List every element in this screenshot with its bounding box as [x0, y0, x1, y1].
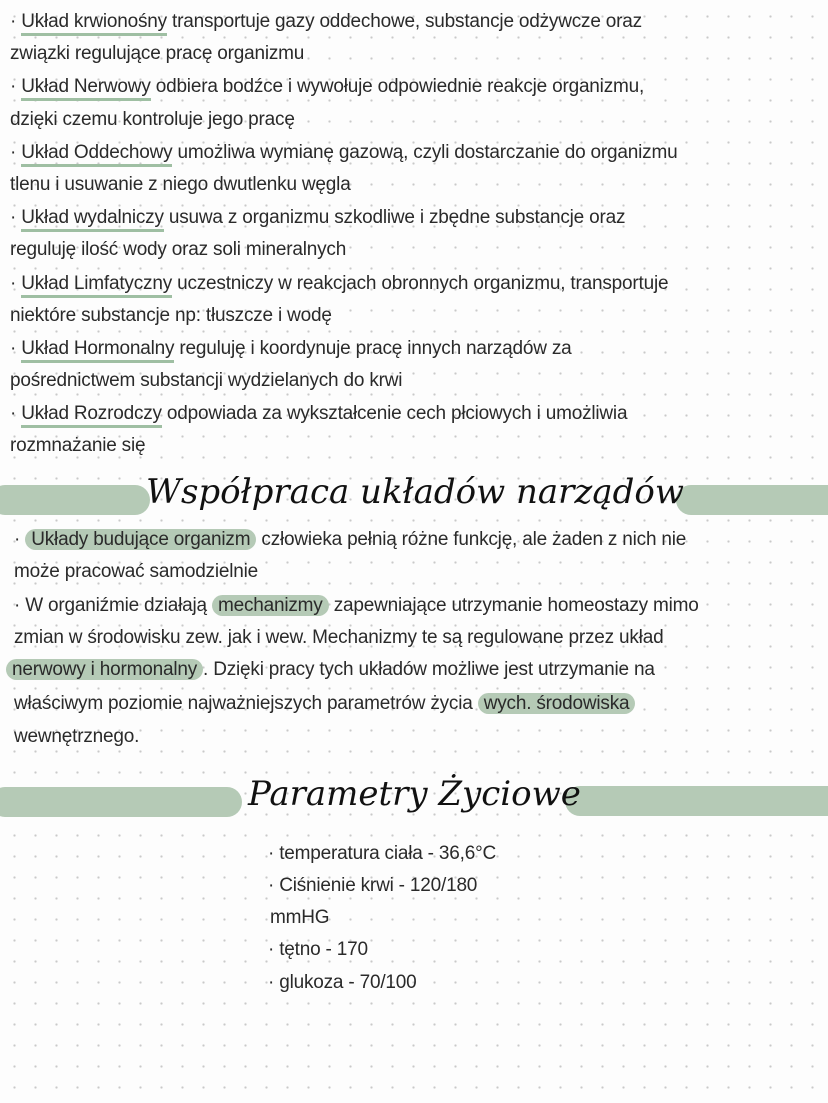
- highlight: Układy budujące organizm: [25, 529, 256, 550]
- system-desc: odpowiada za wykształcenie cech płciowych i umożliwia: [161, 403, 628, 424]
- bullet: ·: [10, 273, 17, 294]
- system-item: [10, 139, 677, 167]
- parameter-item: · glukoza - 70/100: [268, 972, 417, 993]
- system-item: [10, 204, 625, 232]
- system-desc: uczestniczy w reakcjach obronnych organizmu, transportuje: [172, 273, 669, 294]
- system-desc: reguluję i koordynuje pracę innych narządów za: [174, 338, 572, 359]
- system-desc-cont: reguluję ilość wody oraz soli mineralnych: [10, 239, 347, 260]
- bullet: ·: [14, 595, 21, 616]
- paragraph-cont: [6, 656, 655, 684]
- system-item: [10, 400, 627, 428]
- system-term: Układ Nerwowy: [21, 76, 150, 101]
- section-title: Parametry Życiowe: [248, 774, 581, 814]
- system-desc-cont: rozmnażanie się: [10, 435, 146, 456]
- system-desc-cont: dzięki czemu kontroluje jego pracę: [10, 109, 295, 130]
- bullet: ·: [10, 11, 17, 32]
- system-desc-cont: tlenu i usuwanie z niego dwutlenku węgla: [10, 174, 351, 195]
- system-desc-cont: niektóre substancje np: tłuszcze i wodę: [10, 305, 332, 326]
- system-item: [10, 73, 644, 101]
- parameter-item: · temperatura ciała - 36,6°C: [268, 843, 496, 864]
- system-term: Układ wydalniczy: [21, 207, 164, 232]
- system-term: Układ Hormonalny: [21, 338, 174, 363]
- paragraph: [14, 526, 686, 554]
- system-item: [10, 335, 572, 363]
- title-bar-right: [565, 786, 828, 816]
- paragraph-cont: zmian w środowisku zew. jak i wew. Mechanizmy te są regulowane przez układ: [14, 627, 664, 648]
- paragraph: [14, 592, 699, 620]
- system-term: Układ Rozrodczy: [21, 403, 162, 428]
- paragraph-cont: wewnętrznego.: [14, 726, 140, 747]
- bullet: ·: [10, 76, 17, 97]
- paragraph-cont: może pracować samodzielnie: [14, 561, 259, 582]
- system-term: Układ krwionośny: [21, 11, 167, 36]
- system-item: [10, 8, 642, 36]
- system-item: [10, 270, 668, 298]
- text: właściwym poziomie najważniejszych parametrów życia: [14, 693, 473, 714]
- parameter-item: mmHG: [270, 907, 330, 928]
- system-desc: umożliwa wymianę gazową, czyli dostarczanie do organizmu: [172, 142, 678, 163]
- title-bar-left: [0, 485, 150, 515]
- title-bar-right: [676, 485, 828, 515]
- text: . Dzięki pracy tych układów możliwe jest utrzymanie na: [203, 659, 655, 680]
- bullet: ·: [10, 338, 17, 359]
- text: zapewniające utrzymanie homeostazy mimo: [328, 595, 699, 616]
- bullet: ·: [10, 403, 17, 424]
- system-term: Układ Oddechowy: [21, 142, 172, 167]
- paragraph-cont: [14, 690, 635, 718]
- system-term: Układ Limfatyczny: [21, 273, 172, 298]
- system-desc: usuwa z organizmu szkodliwe i zbędne substancje oraz: [163, 207, 626, 228]
- highlight: wych. środowiska: [478, 693, 636, 714]
- parameter-item: · tętno - 170: [268, 939, 368, 960]
- text: człowieka pełnią różne funkcję, ale żaden z nich nie: [256, 529, 687, 550]
- system-desc: odbiera bodźce i wywołuje odpowiednie reakcje organizmu,: [150, 76, 645, 97]
- bullet: ·: [14, 529, 21, 550]
- highlight: nerwowy i hormonalny: [6, 659, 203, 680]
- highlight: mechanizmy: [212, 595, 329, 616]
- title-bar-left: [0, 787, 242, 817]
- system-desc: transportuje gazy oddechowe, substancje odżywcze oraz: [166, 11, 642, 32]
- parameter-item: · Ciśnienie krwi - 120/180: [268, 875, 478, 896]
- system-desc-cont: związki regulujące pracę organizmu: [10, 43, 305, 64]
- text: W organiźmie działają: [20, 595, 212, 616]
- section-title: Współpraca układów narządów: [146, 472, 684, 512]
- system-desc-cont: pośrednictwem substancji wydzielanych do krwi: [10, 370, 403, 391]
- bullet: ·: [10, 142, 17, 163]
- bullet: ·: [10, 207, 17, 228]
